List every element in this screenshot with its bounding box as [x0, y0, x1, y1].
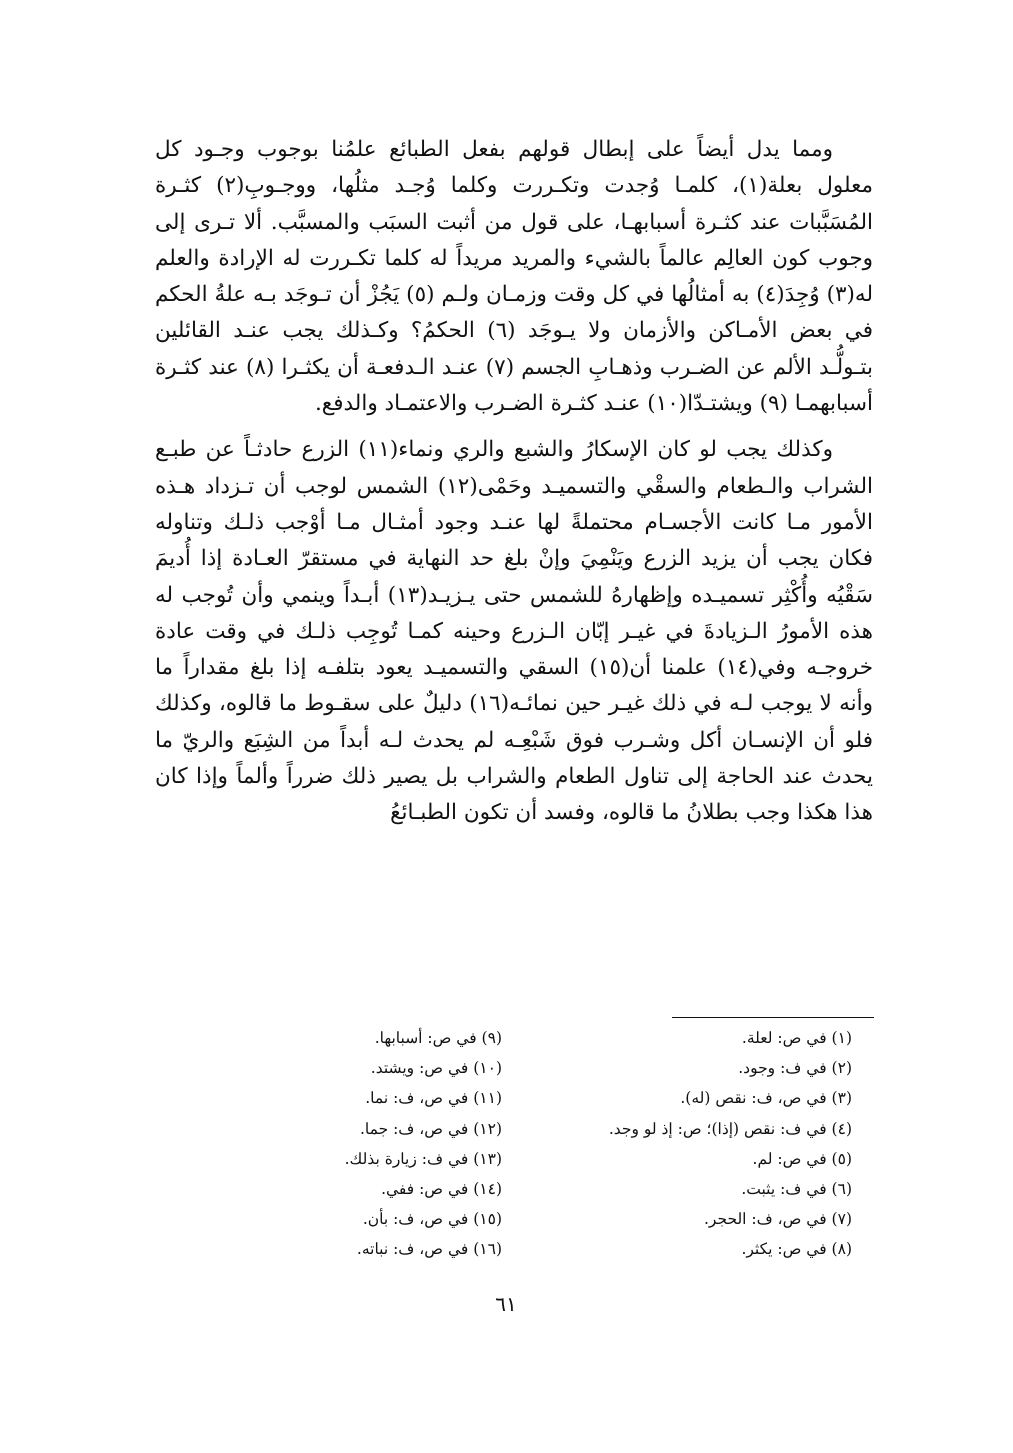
footnote-6: (٦) في ف: يثبت. — [741, 1180, 852, 1199]
footnote-10: (١٠) في ص: ويشتد. — [370, 1059, 502, 1078]
footnote-5: (٥) في ص: لم. — [752, 1149, 852, 1168]
main-text — [155, 132, 873, 832]
footnote-1: (١) في ص: لعلة. — [741, 1029, 852, 1047]
footnote-7: (٧) في ص، ف: الحجر. — [703, 1210, 852, 1229]
footnote-14: (١٤) في ص: ففي. — [381, 1180, 502, 1199]
footnotes-column-left — [240, 1023, 502, 1265]
paragraph-2: وكذلك يجب لو كان الإسكارُ والشبع والري ونماء(١١) الزرع حادثـاً عن طبـع الشراب والـطعام والسقْي والتسميـد وحَمْى(١٢) الشمس لوجب أن تـزداد هـذه الأمور مـا كانت الأجسـام محتملةً لها عنـد وجود أمثـال مـا أوْجب ذلـك وتناوله فكان يجب أن يزيد الزرع ويَنْمِيَ وإنْ بلغ حد النهاية في مستقرّ العـادة إذا أُديمَ سَقْيُه وأُكْثِر تسميـده وإظهارهُ للشمس حتى يـزيـد(١٣) أبـداً وينمي وأن تُوجب له هذه الأمورُ الـزيادةَ في غيـر إبّان الـزرع وحينه كمـا تُوجِب ذلـك في وقت عادة خروجـه وفي(١٤) علمنا أن(١٥) السقي والتسميـد يعود بتلفـه إذا بلغ مقداراً ما وأنه لا يوجب لـه في ذلك غيـر حين نمائـه(١٦) دليلٌ على سقـوط ما قالوه، وكذلك فلو أن الإنسـان أكل وشـرب فوق شَبْعِـه لم يحدث لـه أبداً من الشِبَع والريّ ما يحدث عند الحاجة إلى تناول الطعام والشراب بل يصير ذلك ضرراً وألماً وإذا كان هذا هكذا وجب بطلانُ ما قالوه، وفسد أن تكون الطبـائعُ — [155, 437, 873, 826]
footnote-3: (٣) في ص، ف: نقص (له). — [680, 1089, 852, 1108]
footnote-8: (٨) في ص: يكثر. — [741, 1240, 852, 1259]
footnotes-column-right — [520, 1023, 852, 1265]
footnote-12: (١٢) في ص، ف: جما. — [359, 1119, 502, 1138]
footnote-separator — [672, 1017, 874, 1018]
page-number: ٦١ — [495, 1292, 517, 1316]
footnote-16: (١٦) في ص، ف: نباته. — [356, 1240, 502, 1259]
footnote-9: (٩) في ص: أسبابها. — [374, 1029, 502, 1047]
footnote-15: (١٥) في ص، ف: بأن. — [362, 1210, 502, 1229]
footnote-2: (٢) في ف: وجود. — [738, 1059, 852, 1078]
footnote-11: (١١) في ص، ف: نما. — [365, 1089, 502, 1108]
footnote-13: (١٣) في ف: زيارة بذلك. — [344, 1149, 502, 1168]
footnote-4: (٤) في ف: نقص (إذا)؛ ص: إذ لو وجد. — [608, 1119, 852, 1138]
paragraph-1: ومما يدل أيضاً على إبطال قولهم بفعل الطبائع علمُنا بوجوب وجـود كل معلول بعلة(١)، كلمـا وُجدت وتكـررت وكلما وُجـد مثلُها، ووجـوبِ(٢) كثـرة المُسَبَّبات عند كثـرة أسبابهـا، على قول من أثبت السبَب والمسبَّب. ألا تـرى إلى وجوب كون العالِم عالماً بالشيء والمريد مريداً له كلما تكـررت له الإرادة والعلم له(٣) وُجِدَ(٤) به أمثالُها في كل وقت وزمـان ولـم (٥) يَجُزْ أن تـوجَد بـه علةُ الحكم في بعض الأمـاكن والأزمان ولا يـوجَد (٦) الحكمُ؟ وكـذلك يجب عنـد القائلين بتـولُّـد الألم عن الضـرب وذهـابِ الجسم (٧) عنـد الـدفعـة أن يكثـرا (٨) عند كثـرة أسبابهمـا (٩) ويشتـدّا(١٠) عنـد كثـرة الضـرب والاعتمـاد والدفع. — [155, 137, 874, 417]
